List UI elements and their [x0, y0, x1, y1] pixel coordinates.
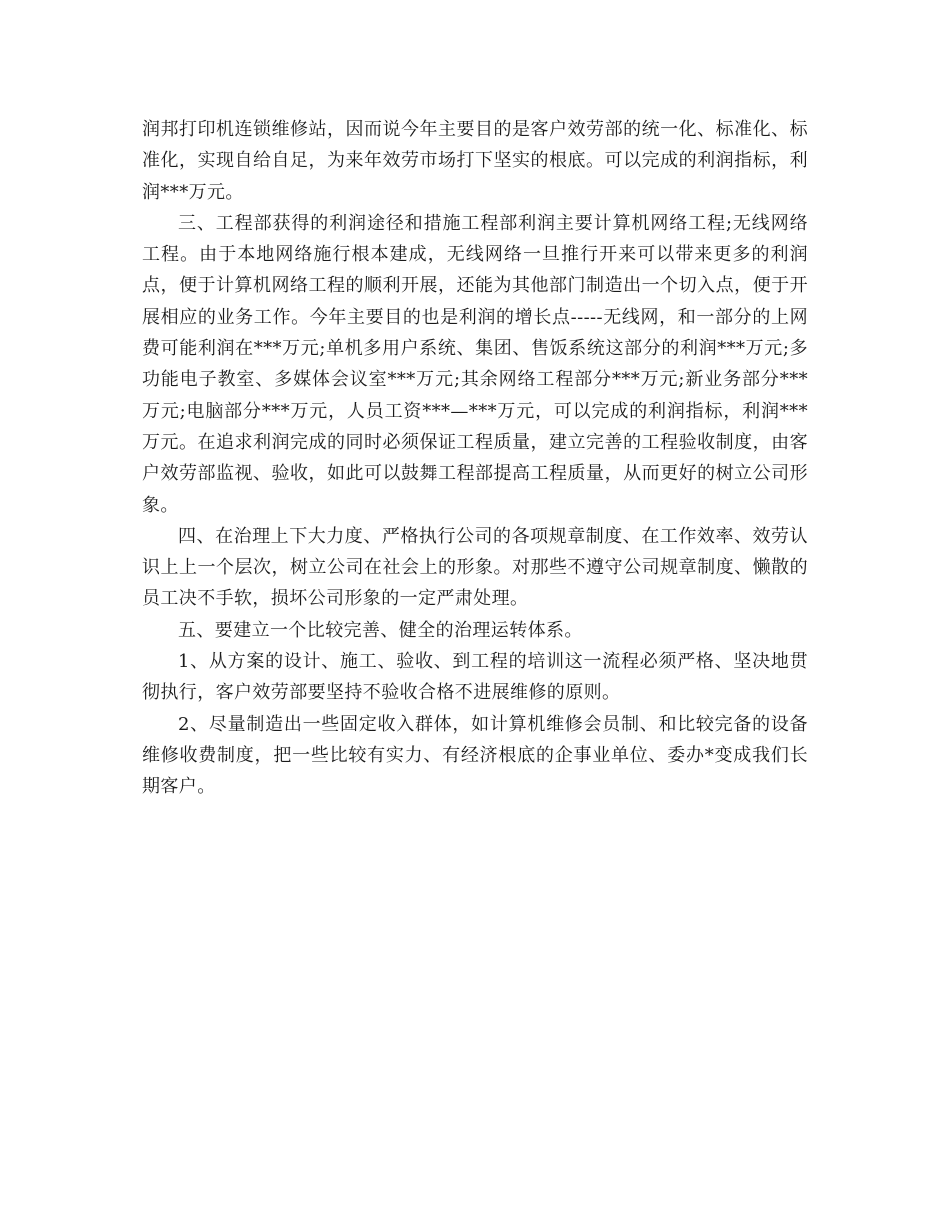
paragraph-section-three: 三、工程部获得的利润途径和措施工程部利润主要计算机网络工程;无线网络工程。由于本地网络施行根本建成，无线网络一旦推行开来可以带来更多的利润点，便于计算机网络工程的顺利开展，还能为其他部门制造出一个切入点，便于开展相应的业务工作。今年主要目的也是利润的增长点-----无线网，和一部分的上网费可能利润在***万元;单机多用户系统、集团、售饭系统这部分的利润***万元;多功能电子教室、多媒体会议室***万元;其余网络工程部分***万元;新业务部分***万元;电脑部分***万元，人员工资***—***万元，可以完成的利润指标，利润***万元。在追求利润完成的同时必须保证工程质量，建立完善的工程验收制度，由客户效劳部监视、验收，如此可以鼓舞工程部提高工程质量，从而更好的树立公司形象。	[142, 212, 808, 516]
paragraph-section-four: 四、在治理上下大力度、严格执行公司的各项规章制度、在工作效率、效劳认识上上一个层次，树立公司在社会上的形象。对那些不遵守公司规章制度、懒散的员工决不手软，损坏公司形象的一定严肃处理。	[142, 525, 808, 610]
document-body	[142, 114, 808, 803]
paragraph-continuation: 润邦打印机连锁维修站，因而说今年主要目的是客户效劳部的统一化、标准化、标准化，实现自给自足，为来年效劳市场打下坚实的根底。可以完成的利润指标，利润***万元。	[142, 119, 808, 203]
paragraph-item-two: 2、尽量制造出一些固定收入群体，如计算机维修会员制、和比较完备的设备维修收费制度，把一些比较有实力、有经济根底的企事业单位、委办*变成我们长期客户。	[142, 713, 808, 798]
paragraph-section-five: 五、要建立一个比较完善、健全的治理运转体系。	[178, 619, 583, 641]
paragraph-item-one: 1、从方案的设计、施工、验收、到工程的培训这一流程必须严格、坚决地贯彻执行，客户效劳部要坚持不验收合格不进展维修的原则。	[142, 651, 808, 704]
